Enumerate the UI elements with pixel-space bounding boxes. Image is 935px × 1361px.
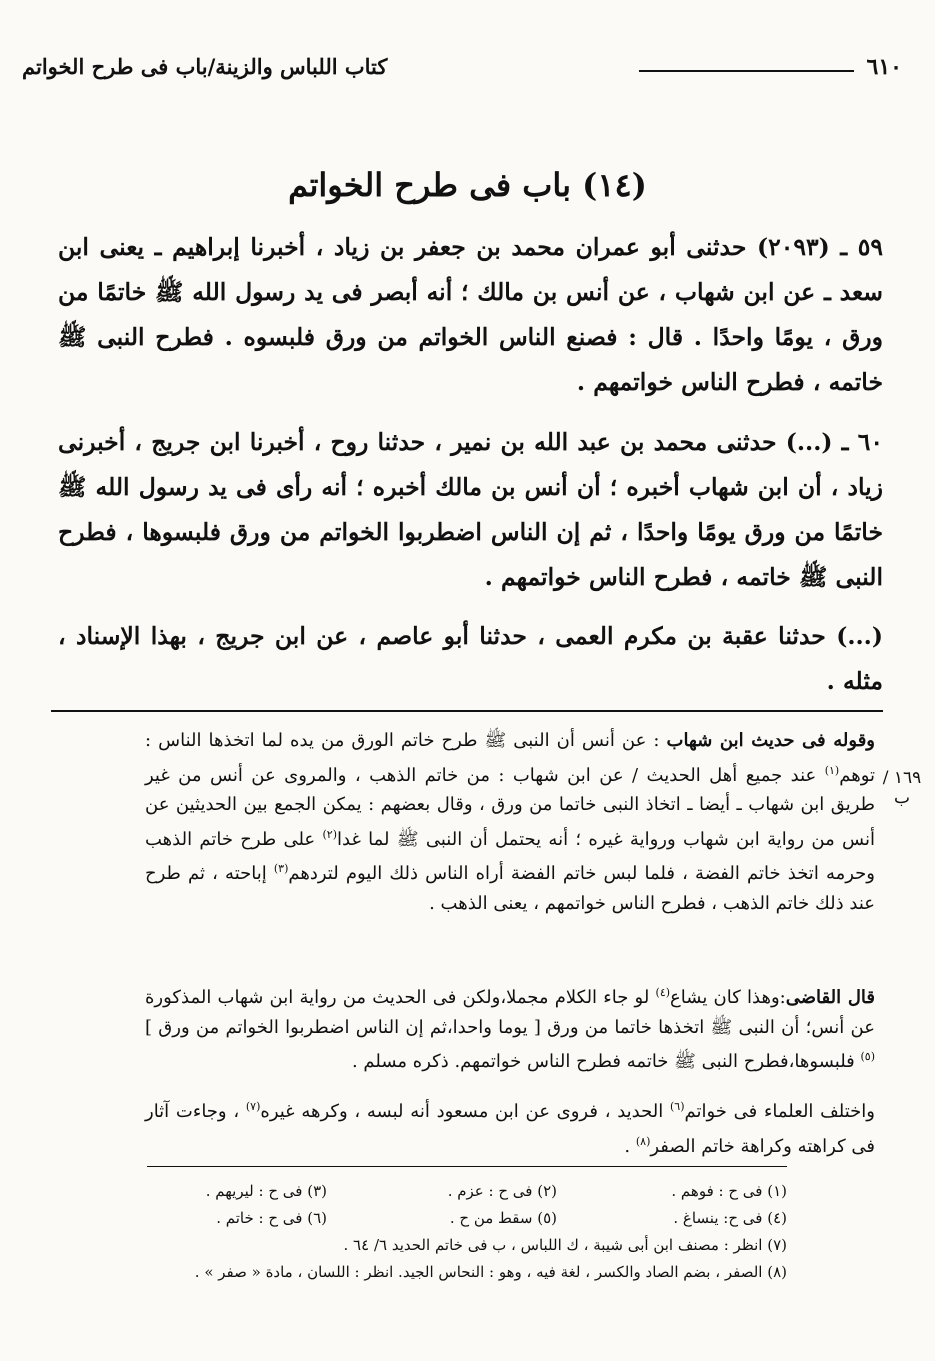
header-rule (639, 70, 854, 72)
section-divider (51, 710, 883, 712)
commentary-paragraph-3 (145, 1092, 875, 1161)
commentary-lead: قال القاضى (785, 987, 875, 1008)
footnote-3: (٣) فى ح : ليريهم . (205, 1182, 327, 1200)
hadith-additional-chain: (...) حدثنا عقبة بن مكرم العمى ، حدثنا أبو عاصم ، عن ابن جريج ، بهذا الإسناد ، مثله . (58, 622, 883, 695)
footnote-ref: (٤) (655, 986, 671, 999)
footnote-1: (١) فى ح : فوهم . (671, 1182, 787, 1200)
footnotes (87, 1178, 787, 1286)
commentary-paragraph-2 (145, 978, 875, 1077)
running-header (22, 52, 902, 92)
footnote-4: (٤) فى ح: ينساغ . (673, 1209, 787, 1227)
commentary-text: لو جاء الكلام مجملا،ولكن فى الحديث من رواية ابن شهاب المذكورة عن أنس؛ أن النبى ﷺ اتخذها خاتما من ورق [ يوما واحدا،ثم إن الناس اضطربوا الخواتم من ورق ] (145, 987, 875, 1038)
footnote-6: (٦) فى ح : خاتم . (216, 1209, 327, 1227)
footnote-row (87, 1178, 787, 1205)
footnote-row (87, 1205, 787, 1232)
page-number: ٦١٠ (866, 54, 902, 80)
hadith-60: ٦٠ ـ (...) حدثنى محمد بن عبد الله بن نمير ، حدثنا روح ، أخبرنا ابن جريج ، أخبرنى زياد ، أن ابن شهاب أخبره ؛ أن أنس بن مالك أخبره ؛ أنه رأى فى يد رسول الله ﷺ خاتمًا من ورق يومًا واحدًا ، ثم إن الناس اضطربوا الخواتم من ورق فلبسوها ، فطرح النبى ﷺ خاتمه ، فطرح الناس خواتمهم . (58, 428, 883, 591)
commentary-text: الحديد ، فروى عن ابن مسعود أنه لبسه ، وكرهه غيره (260, 1101, 670, 1122)
footnote-ref: (٣) (273, 862, 289, 875)
chapter-title: (١٤) باب فى طرح الخواتم (288, 166, 647, 204)
commentary-text: ، وجاءت آثار فى كراهته وكراهة خاتم الصفر (145, 1101, 875, 1157)
commentary-lead: وقوله فى حديث ابن شهاب (666, 730, 875, 751)
hadith-59: ٥٩ ـ (٢٠٩٣) حدثنى أبو عمران محمد بن جعفر بن زياد ، أخبرنا إبراهيم ـ يعنى ابن سعد ـ عن ابن شهاب ، عن أنس بن مالك ؛ أنه أبصر فى يد رسول الله ﷺ خاتمًا من ورق ، يومًا واحدًا . قال : فصنع الناس الخواتم من ورق فلبسوه . فطرح النبى ﷺ خاتمه ، فطرح الناس خواتمهم . (58, 233, 883, 396)
running-title: كتاب اللباس والزينة/باب فى طرح الخواتم (22, 54, 388, 79)
footnote-ref: (٧) (245, 1100, 261, 1113)
manuscript-folio-note: ١٦٩ / ب (882, 768, 922, 808)
commentary-text: على طرح خاتم الذهب وحرمه اتخذ خاتم الفضة ، فلما لبس خاتم الفضة أراه الناس ذلك اليوم لتردهم (145, 828, 875, 884)
footnote-ref: (٨) (635, 1134, 651, 1148)
commentary-text: إباحته ، ثم طرح عند ذلك خاتم الذهب ، فطرح الناس خواتمهم ، يعنى الذهب . (145, 863, 875, 914)
footnote-ref: (٢) (322, 827, 337, 841)
footnote-2: (٢) فى ح : عزم . (447, 1182, 557, 1200)
commentary-text: واختلف العلماء فى خواتم (684, 1101, 875, 1122)
commentary-paragraph-1 (145, 726, 875, 918)
footnote-5: (٥) سقط من ح . (449, 1209, 557, 1227)
footnote-ref: (١) (824, 763, 840, 777)
footnote-8: (٨) الصفر ، بضم الصاد والكسر ، لغة فيه ، وهو : النحاس الجيد. انظر : اللسان ، مادة « صفر » . (194, 1263, 787, 1281)
footnote-7: (٧) انظر : مصنف ابن أبى شيبة ، ك اللباس ، ب فى خاتم الحديد ٦/ ٦٤ . (343, 1236, 787, 1254)
commentary-text: :وهذا كان يشاع (670, 987, 786, 1008)
commentary-text: : عن أنس أن النبى ﷺ طرح خاتم الورق من يده لما اتخذها الناس : توهم (145, 730, 875, 786)
footnote-ref: (٦) (669, 1100, 685, 1113)
commentary-text: عند جميع أهل الحديث / عن ابن شهاب : من خاتم الذهب ، والمروى عن أنس من غير طريق ابن شهاب ـ أيضا ـ اتخاذ النبى خاتما من ورق ، وقال بعضهم : يمكن الجمع بين الحديثين عن أنس من رواية ابن شهاب ورواية غيره ؛ أنه يحتمل أن النبى ﷺ لما غدا (145, 764, 876, 850)
footnote-ref: (٥) (860, 1050, 875, 1063)
commentary-text: . (624, 1135, 636, 1157)
footnote-rule (147, 1166, 787, 1167)
commentary-text: فلبسوها،فطرح النبى ﷺ خاتمه فطرح الناس خواتمهم. ذكره مسلم . (351, 1051, 861, 1072)
